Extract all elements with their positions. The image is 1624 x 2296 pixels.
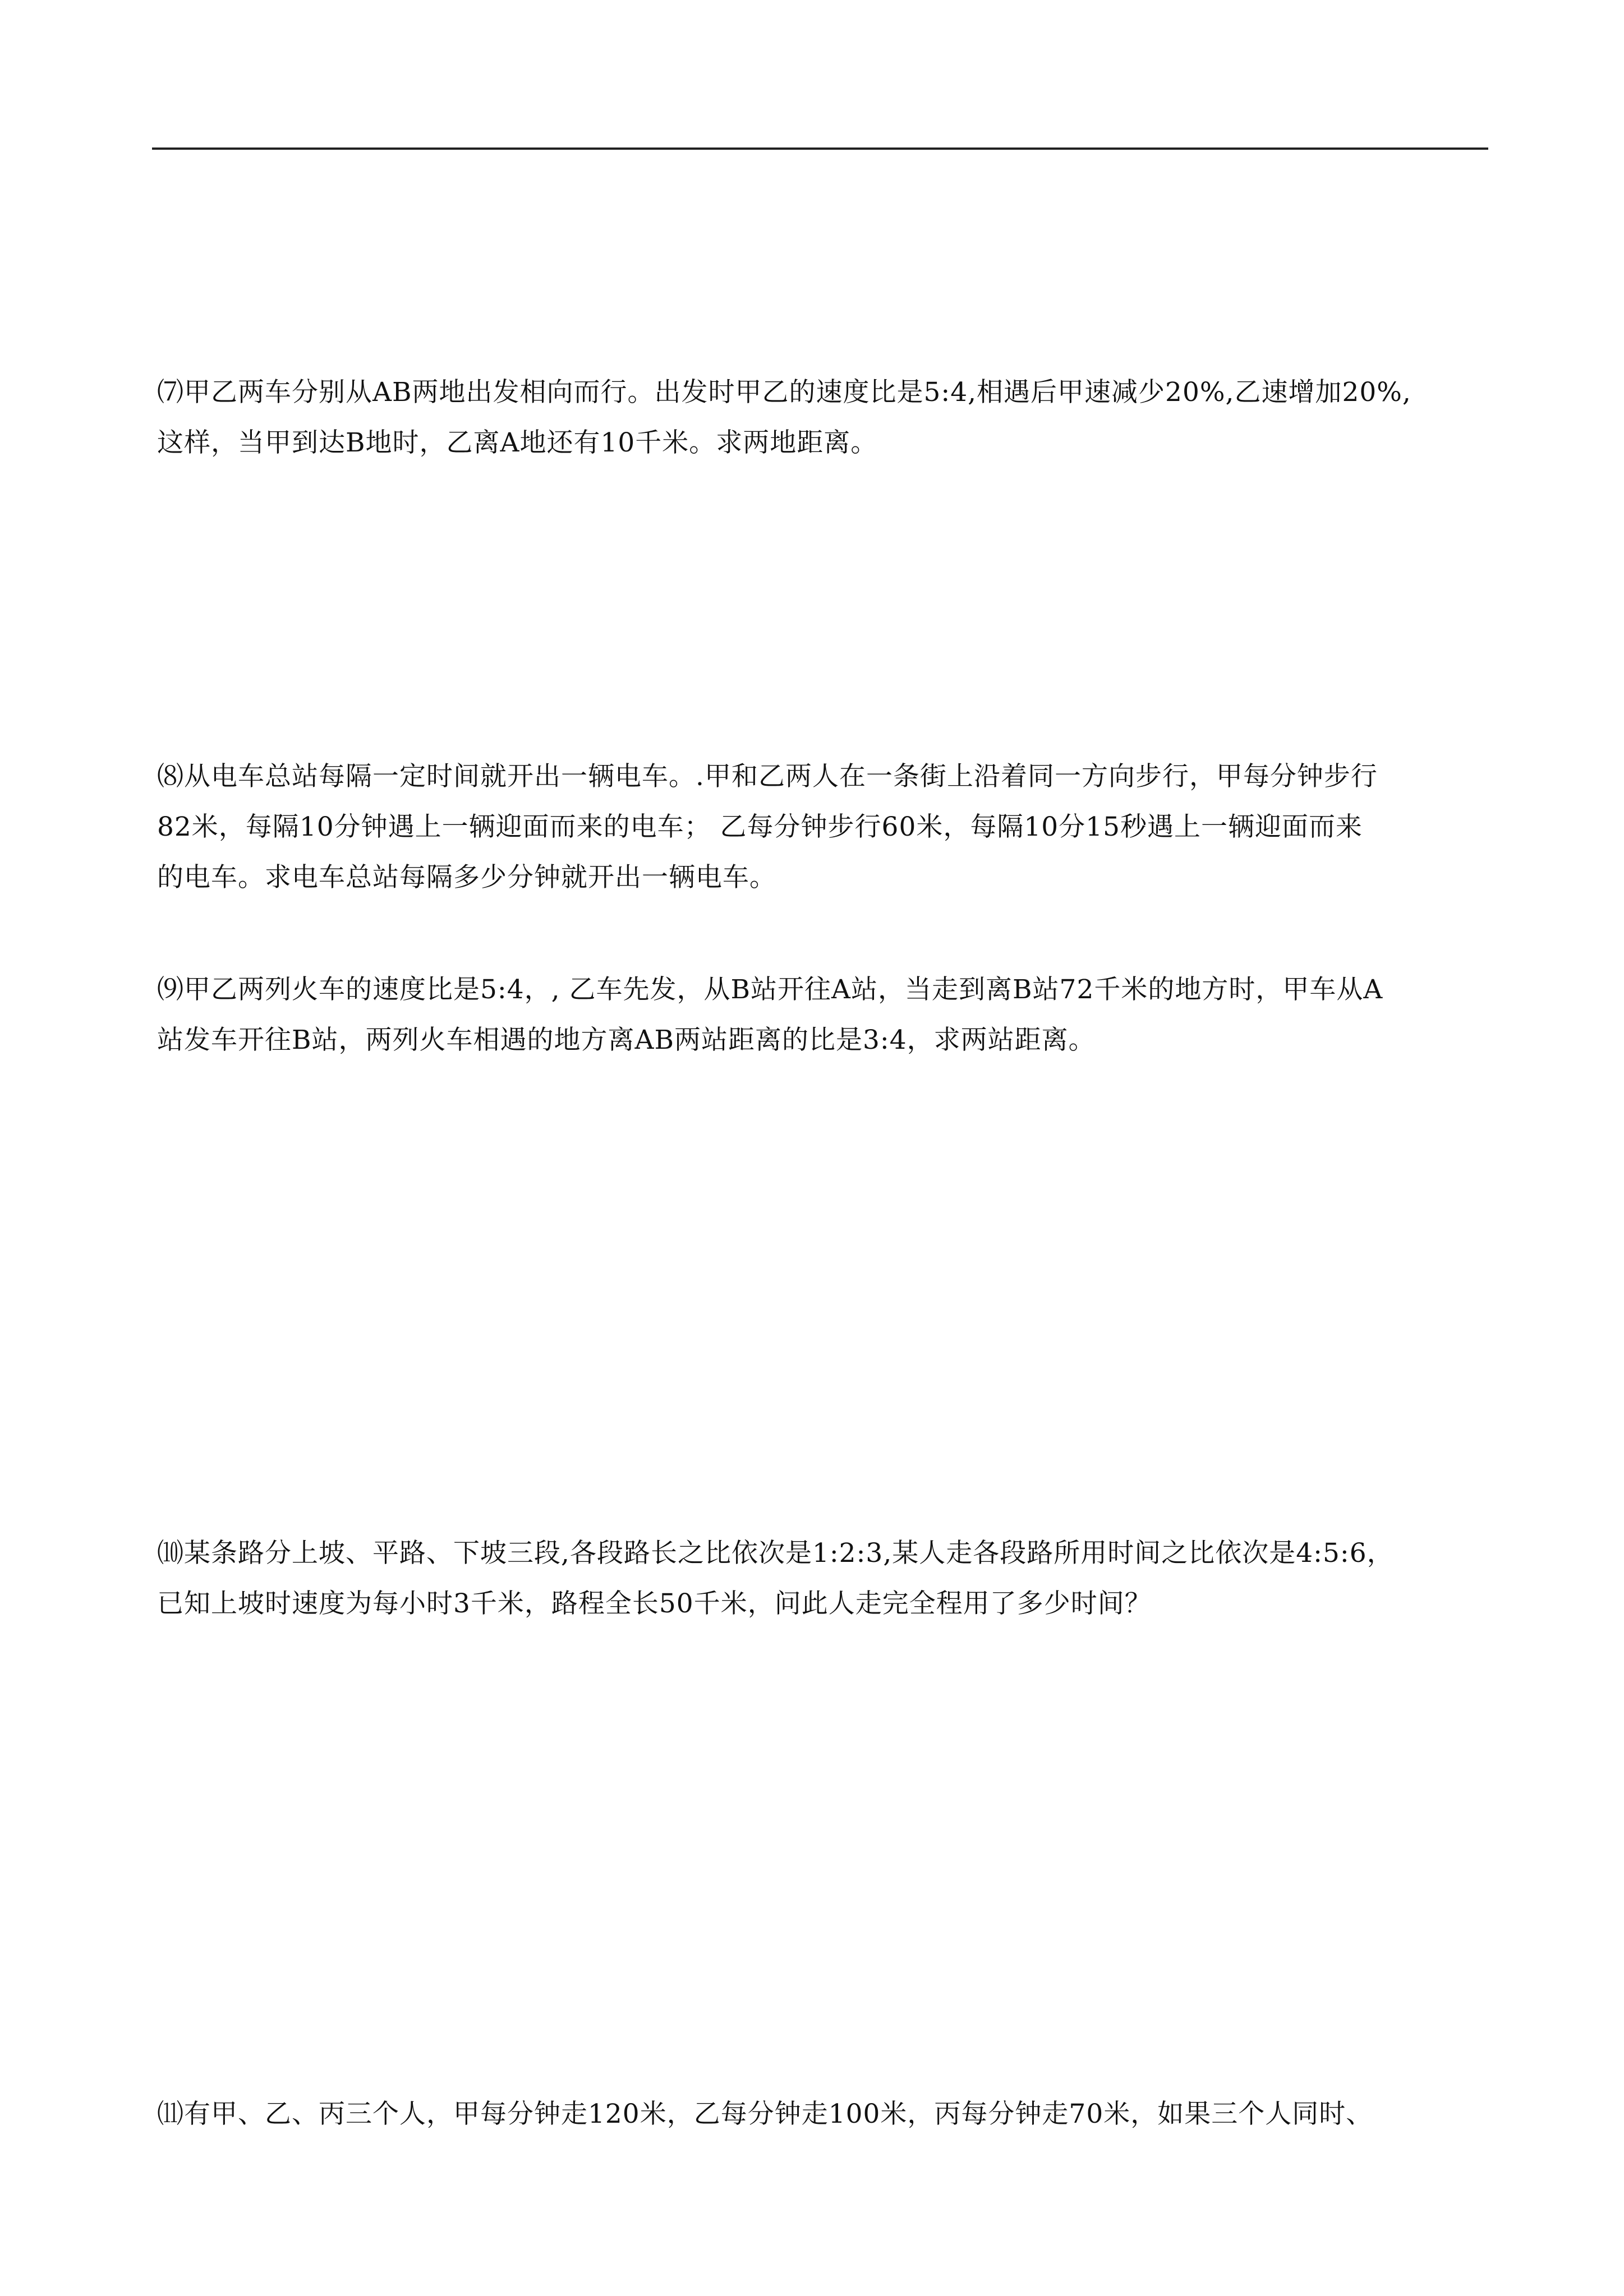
problem-11: ⑾有甲、乙、丙三个人，甲每分钟走120米，乙每分钟走100米，丙每分钟走70米，如果三个人同时、	[157, 2099, 1373, 2129]
problem-10: ⑽某条路分上坡、平路、下坡三段,各段路长之比依次是1:2:3,某人走各段路所用时间之比依次是4:5:6， 已知上坡时速度为每小时3千米，路程全长50千米，问此人走完全程用了多少时间？	[157, 1538, 1394, 1619]
header-rule	[152, 147, 1488, 150]
problem-8: ⑻从电车总站每隔一定时间就开出一辆电车。.甲和乙两人在一条街上沿着同一方向步行，甲每分钟步行 82米，每隔10分钟遇上一辆迎面而来的电车； 乙每分钟步行60米，每隔10分15秒遇上一辆迎面而来 的电车。求电车总站每隔多少分钟就开出一辆电车。	[157, 761, 1378, 893]
problem-9: ⑼甲乙两列火车的速度比是5:4，, 乙车先发，从B站开往A站，当走到离B站72千米的地方时，甲车从A 站发车开往B站，两列火车相遇的地方离AB两站距离的比是3:4，求两站距离。	[157, 974, 1383, 1055]
problem-7: ⑺甲乙两车分别从AB两地出发相向而行。出发时甲乙的速度比是5:4,相遇后甲速减少20%,乙速增加20%, 这样，当甲到达B地时，乙离A地还有10千米。求两地距离。	[157, 377, 1411, 458]
